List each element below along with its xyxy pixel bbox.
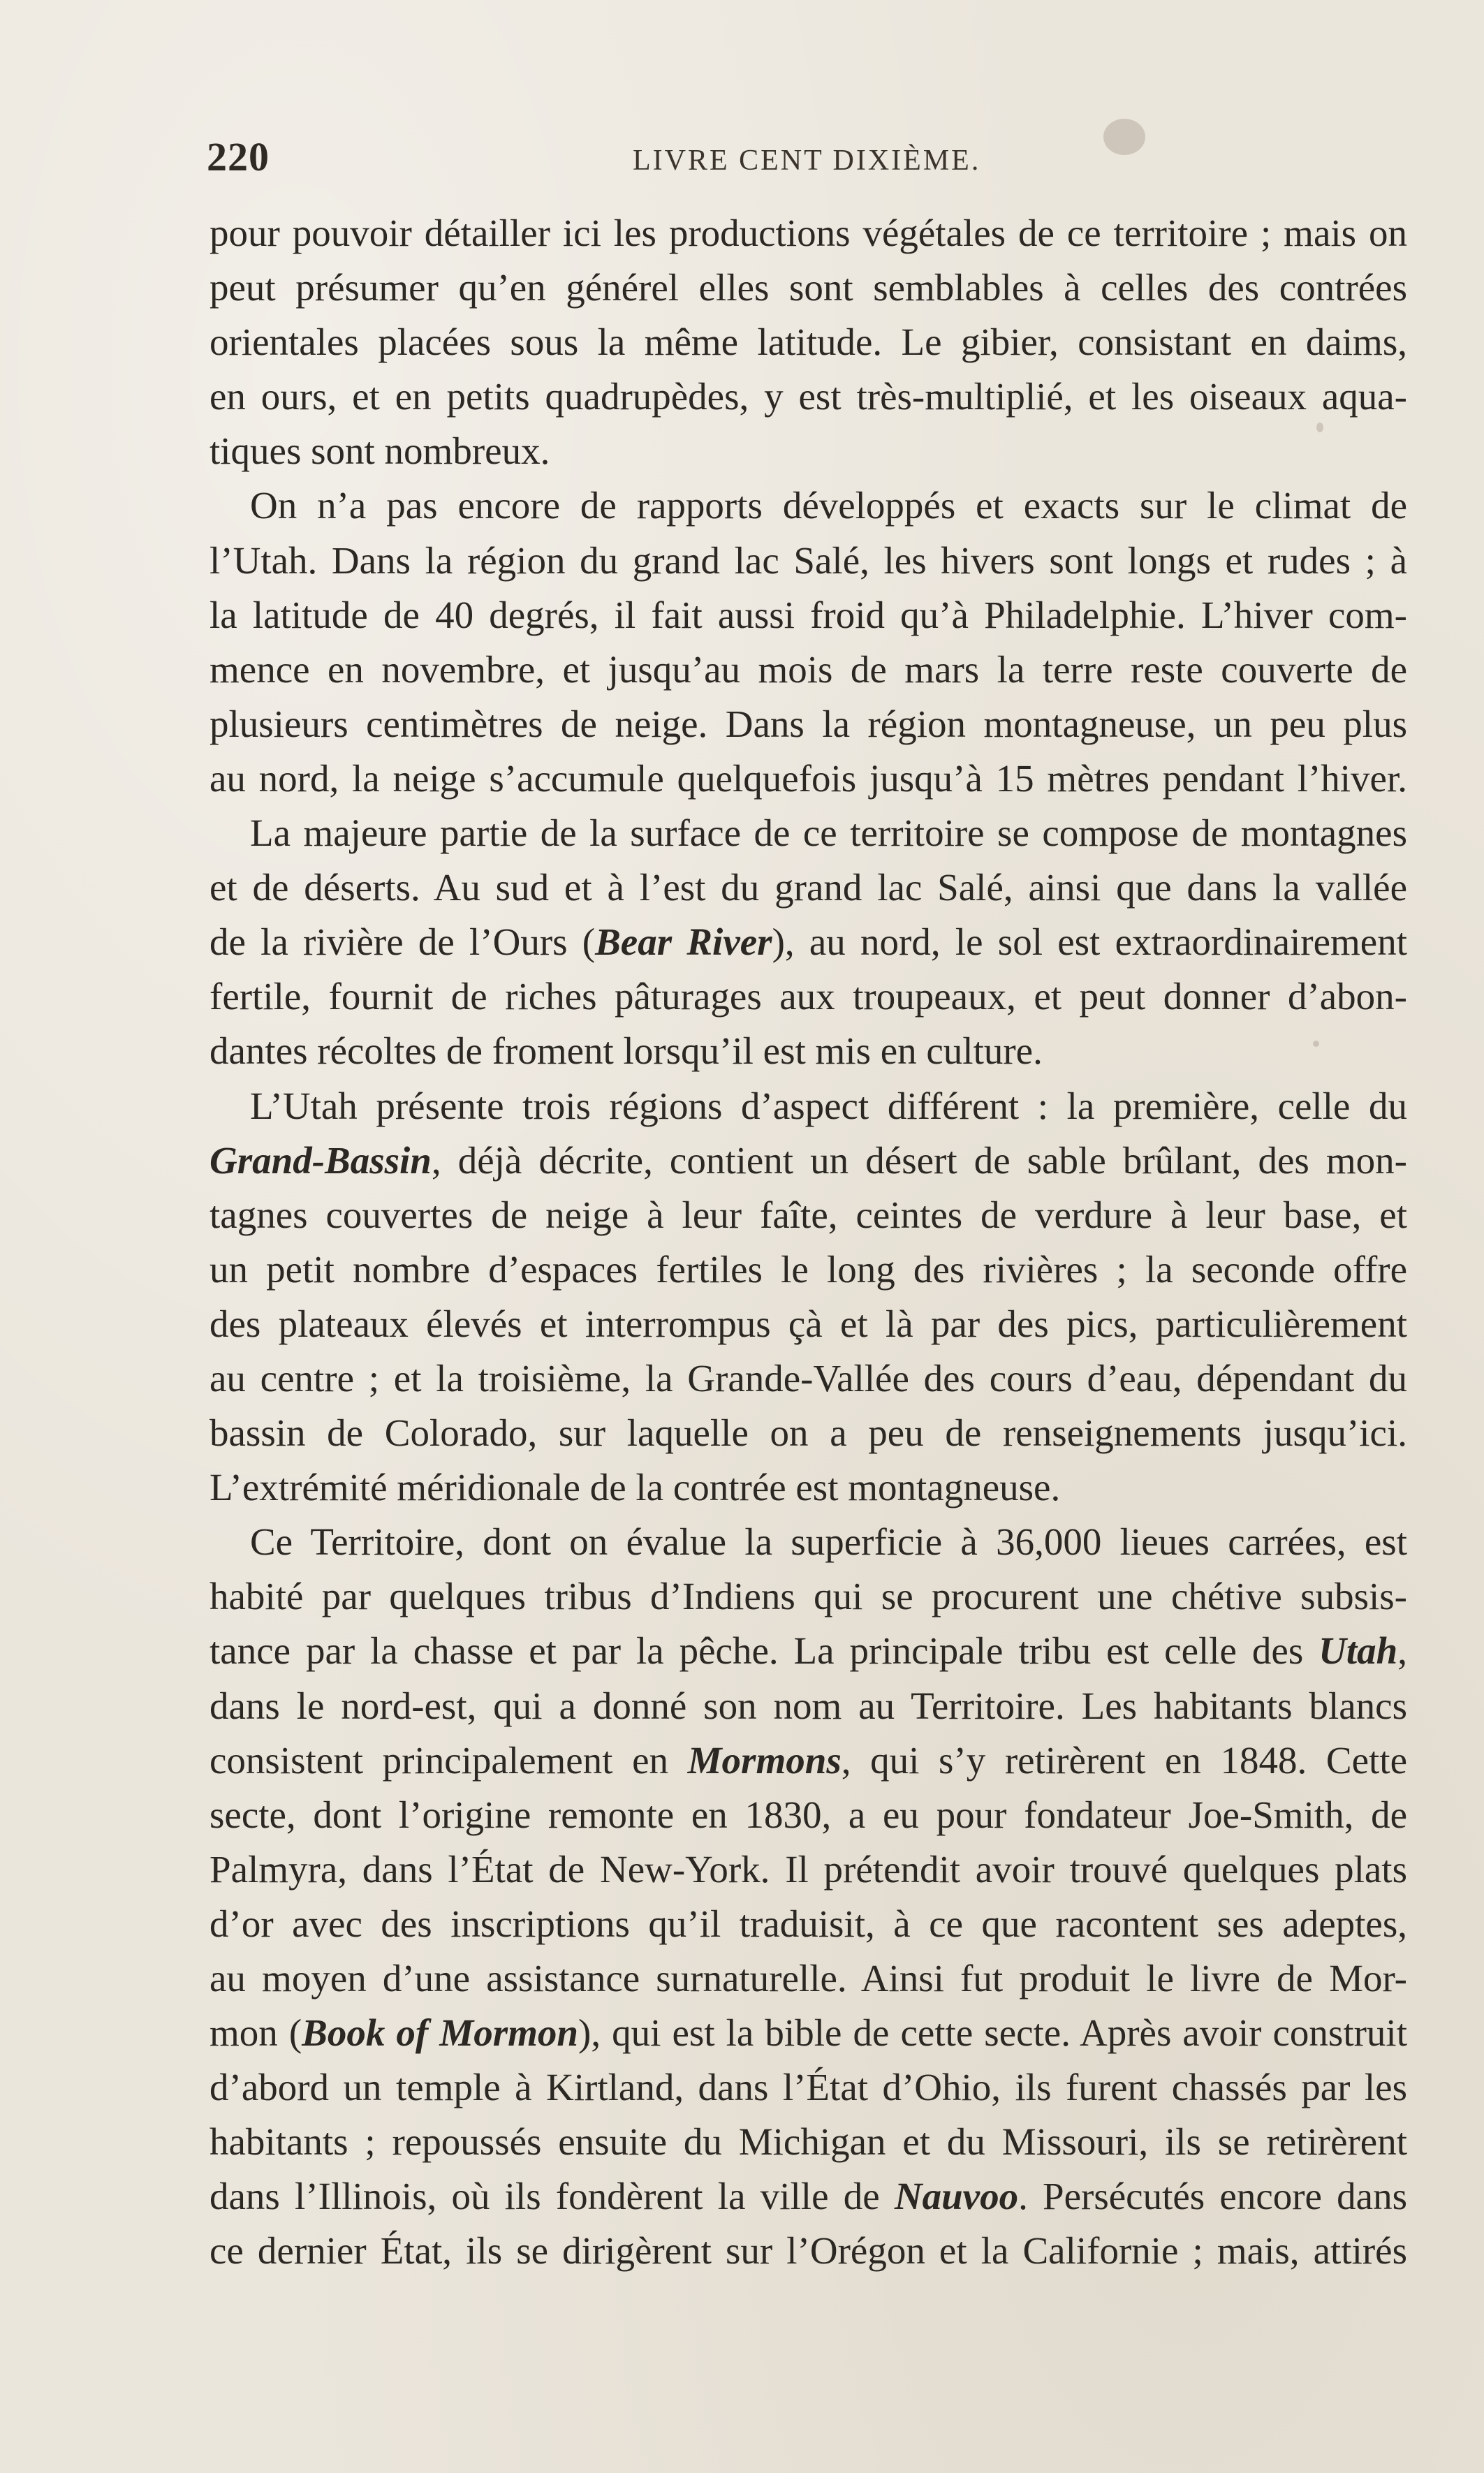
text-span: , bbox=[1397, 1629, 1407, 1673]
text-line: habité par quelques tribus d’Indiens qui se procurent une chétive subsis- bbox=[210, 1575, 1407, 1618]
text-span: tance par la chasse et par la pêche. La principale tribu est celle des bbox=[210, 1629, 1319, 1673]
text-line bbox=[210, 1133, 1407, 1188]
italic-term: Mormons bbox=[687, 1738, 842, 1782]
text-line: un petit nombre d’espaces fertiles le long des rivières ; la seconde offre bbox=[210, 1247, 1407, 1291]
page-number: 220 bbox=[207, 134, 270, 179]
text-line bbox=[210, 2169, 1407, 2224]
text-line: en ours, et en petits quadrupèdes, y est très-multiplié, et les oiseaux aqua- bbox=[210, 375, 1407, 418]
text-line: peut présumer qu’en générel elles sont semblables à celles des contrées bbox=[210, 266, 1407, 309]
body-text bbox=[210, 206, 1407, 2279]
text-line: au nord, la neige s’accumule quelquefois jusqu’à 15 mètres pendant l’hiver. bbox=[210, 756, 1407, 800]
text-span: , qui s’y retirèrent en 1848. Cette bbox=[841, 1738, 1407, 1782]
text-line: La majeure partie de la surface de ce territoire se compose de montagnes bbox=[250, 812, 1407, 855]
text-line bbox=[210, 1733, 1407, 1788]
text-line: tagnes couvertes de neige à leur faîte, ceintes de verdure à leur base, et bbox=[210, 1193, 1407, 1236]
text-line: mence en novembre, et jusqu’au mois de mars la terre reste couverte de bbox=[210, 647, 1407, 691]
page-header bbox=[207, 133, 1408, 182]
text-line: L’Utah présente trois régions d’aspect différent : la première, celle du bbox=[250, 1084, 1407, 1127]
text-span: de la rivière de l’Ours ( bbox=[210, 920, 596, 964]
text-span: . Persécutés encore dans bbox=[1018, 2175, 1407, 2218]
text-line: tiques sont nombreux. bbox=[210, 430, 550, 473]
text-line: L’extrémité méridionale de la contrée est montagneuse. bbox=[210, 1466, 1061, 1509]
text-line: bassin de Colorado, sur laquelle on a peu de renseignements jusqu’ici. bbox=[210, 1411, 1407, 1455]
text-span: ), qui est la bible de cette secte. Après avoir construit bbox=[578, 2011, 1407, 2055]
text-line: On n’a pas encore de rapports développés et exacts sur le climat de bbox=[250, 484, 1407, 527]
running-title: LIVRE CENT DIXIÈME. bbox=[633, 145, 981, 177]
text-line bbox=[210, 1624, 1407, 1678]
text-line: d’or avec des inscriptions qu’il traduisit, à ce que racontent ses adeptes, bbox=[210, 1902, 1407, 1945]
text-line: au centre ; et la troisième, la Grande-Vallée des cours d’eau, dépendant du bbox=[210, 1356, 1407, 1400]
text-span: mon ( bbox=[210, 2011, 302, 2055]
text-span: consistent principalement en bbox=[210, 1738, 688, 1782]
text-line: dans le nord-est, qui a donné son nom au Territoire. Les habitants blancs bbox=[210, 1684, 1407, 1727]
text-span: ), au nord, le sol est extraordinairement bbox=[772, 920, 1407, 964]
text-line: Ce Territoire, dont on évalue la superficie à 36,000 lieues carrées, est bbox=[250, 1520, 1407, 1564]
text-line: et de déserts. Au sud et à l’est du grand lac Salé, ainsi que dans la vallée bbox=[210, 866, 1407, 909]
text-line: dantes récoltes de froment lorsqu’il est mis en culture. bbox=[210, 1029, 1043, 1073]
text-line: Palmyra, dans l’État de New-York. Il prétendit avoir trouvé quelques plats bbox=[210, 1847, 1407, 1891]
text-line: au moyen d’une assistance surnaturelle. Ainsi fut produit le livre de Mor- bbox=[210, 1957, 1407, 1999]
italic-term: Grand-Bassin bbox=[210, 1138, 432, 1182]
text-line bbox=[210, 2006, 1407, 2060]
italic-term: Bear River bbox=[595, 920, 772, 964]
text-line: la latitude de 40 degrés, il fait aussi froid qu’à Philadelphie. L’hiver com- bbox=[210, 593, 1407, 636]
text-span: dans l’Illinois, où ils fondèrent la ville de bbox=[210, 2175, 895, 2218]
text-line: fertile, fournit de riches pâturages aux troupeaux, et peut donner d’abon- bbox=[210, 975, 1407, 1018]
text-line: orientales placées sous la même latitude. Le gibier, consistant en daims, bbox=[210, 321, 1407, 364]
text-line: l’Utah. Dans la région du grand lac Salé, les hivers sont longs et rudes ; à bbox=[210, 538, 1407, 582]
text-span: , déjà décrite, contient un désert de sable brûlant, des mon- bbox=[431, 1138, 1407, 1182]
italic-term: Nauvoo bbox=[894, 2175, 1019, 2218]
text-line: d’abord un temple à Kirtland, dans l’État d’Ohio, ils furent chassés par les bbox=[210, 2066, 1407, 2109]
text-line: habitants ; repoussés ensuite du Michigan et du Missouri, ils se retirèrent bbox=[210, 2120, 1407, 2164]
italic-term: Book of Mormon bbox=[302, 2011, 578, 2055]
text-line: plusieurs centimètres de neige. Dans la région montagneuse, un peu plus bbox=[210, 702, 1407, 745]
text-line: secte, dont l’origine remonte en 1830, a eu pour fondateur Joe-Smith, de bbox=[210, 1793, 1407, 1836]
text-line: des plateaux élevés et interrompus çà et là par des pics, particulièrement bbox=[210, 1302, 1407, 1345]
text-line bbox=[210, 915, 1407, 969]
text-line: pour pouvoir détailler ici les productions végétales de ce territoire ; mais on bbox=[210, 212, 1407, 254]
italic-term: Utah bbox=[1318, 1629, 1398, 1673]
text-line: ce dernier État, ils se dirigèrent sur l’Orégon et la Californie ; mais, attirés bbox=[210, 2229, 1407, 2273]
